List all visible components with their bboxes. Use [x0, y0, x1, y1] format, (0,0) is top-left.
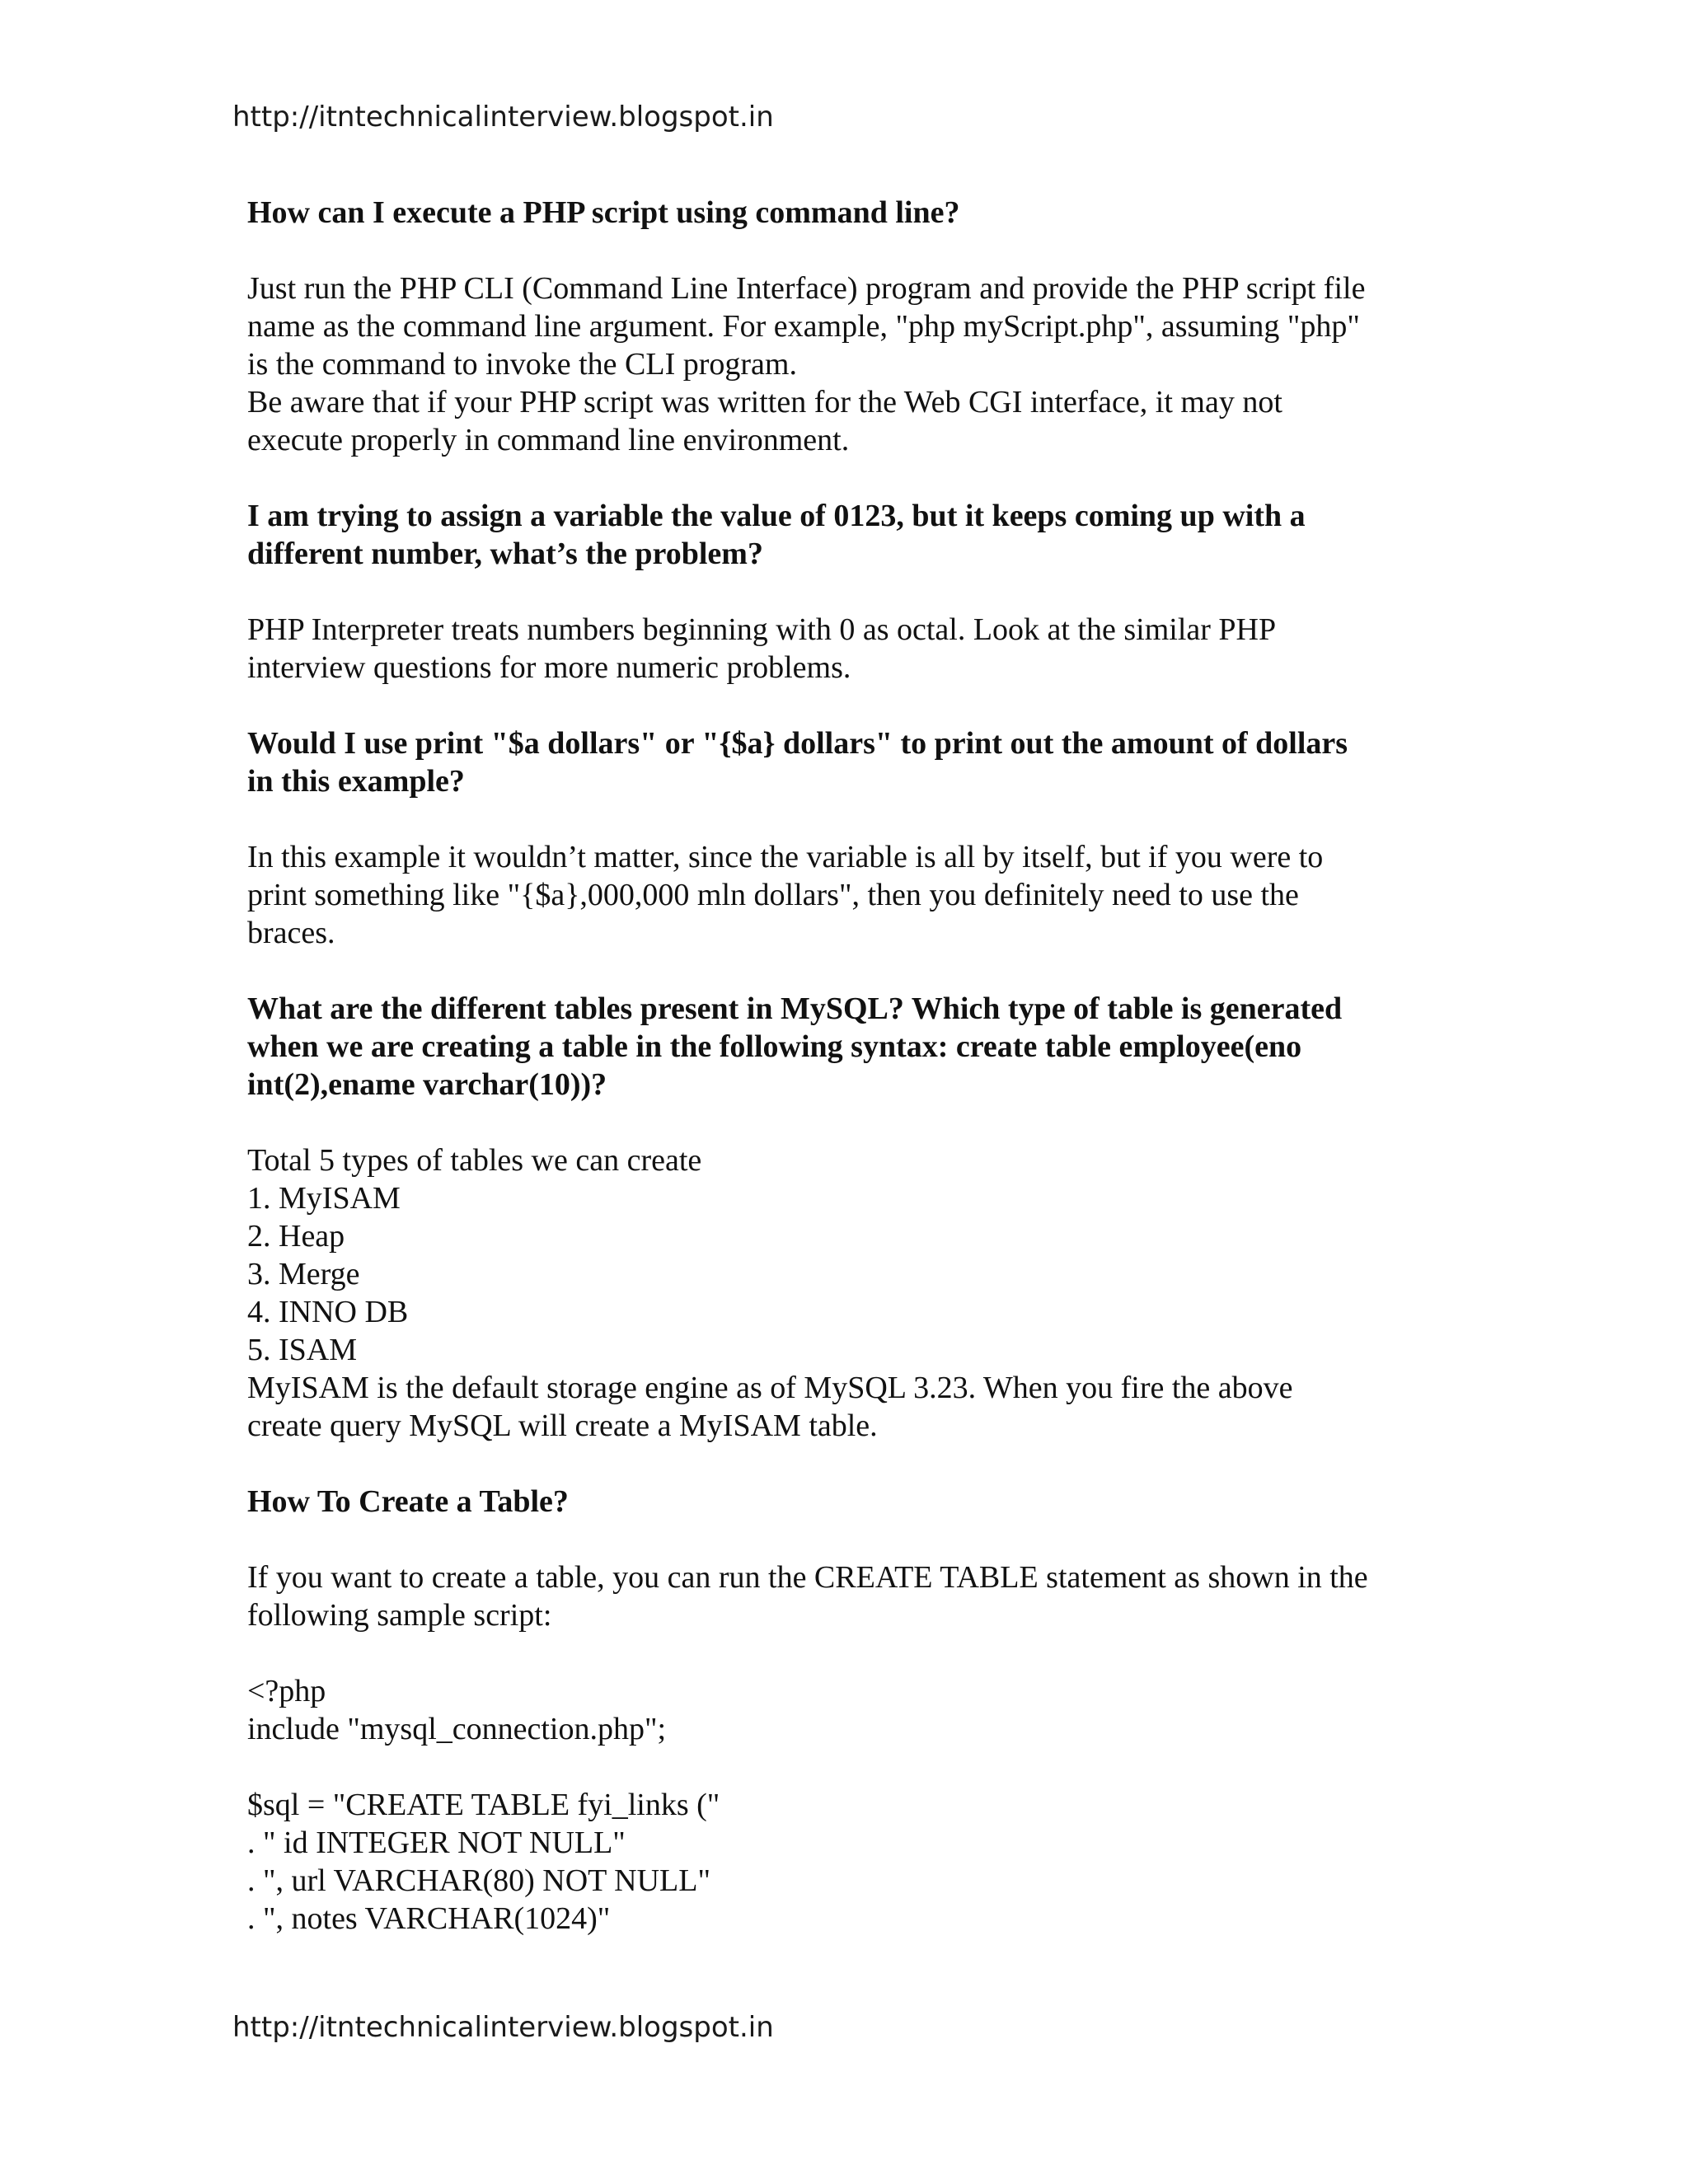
question-1 — [247, 194, 1442, 232]
list-item: 4. INNO DB — [247, 1295, 409, 1329]
question-line: in this example? — [247, 764, 465, 799]
question-line: when we are creating a table in the following syntax: create table employee(eno — [247, 1029, 1302, 1064]
answer-line: MyISAM is the default storage engine as of MySQL 3.23. When you fire the above — [247, 1371, 1293, 1405]
question-3 — [247, 724, 1442, 800]
question-2 — [247, 497, 1442, 573]
code-line: . ", notes VARCHAR(1024)" — [247, 1901, 611, 1936]
answer-line: interview questions for more numeric problems. — [247, 650, 851, 685]
list-item: 1. MyISAM — [247, 1181, 401, 1216]
list-item: 2. Heap — [247, 1219, 345, 1254]
header-url: http://itntechnicalinterview.blogspot.in — [232, 101, 774, 134]
answer-line: PHP Interpreter treats numbers beginning with 0 as octal. Look at the similar PHP — [247, 612, 1277, 647]
list-item: 5. ISAM — [247, 1333, 358, 1367]
question-line: How can I execute a PHP script using command line? — [247, 195, 960, 230]
answer-line: In this example it wouldn’t matter, since the variable is all by itself, but if you were to — [247, 840, 1324, 874]
answer-5 — [247, 1558, 1442, 1634]
code-block-1 — [247, 1672, 1442, 1748]
answer-line: Total 5 types of tables we can create — [247, 1143, 702, 1178]
answer-line: name as the command line argument. For example, "php myScript.php", assuming "php" — [247, 309, 1360, 344]
document-body — [247, 194, 1442, 1938]
answer-line: Just run the PHP CLI (Command Line Interface) program and provide the PHP script file — [247, 271, 1366, 306]
answer-line: create query MySQL will create a MyISAM table. — [247, 1408, 878, 1443]
answer-2 — [247, 611, 1442, 687]
code-line: <?php — [247, 1674, 326, 1708]
code-line: $sql = "CREATE TABLE fyi_links (" — [247, 1788, 720, 1822]
code-block-2 — [247, 1786, 1442, 1938]
question-line: How To Create a Table? — [247, 1484, 569, 1519]
question-5 — [247, 1483, 1442, 1521]
question-line: Would I use print "$a dollars" or "{$a} dollars" to print out the amount of dollars — [247, 726, 1348, 761]
answer-line: Be aware that if your PHP script was written for the Web CGI interface, it may not — [247, 385, 1282, 419]
answer-4 — [247, 1141, 1442, 1445]
footer-url: http://itntechnicalinterview.blogspot.in — [232, 2011, 774, 2044]
answer-line: braces. — [247, 916, 335, 950]
list-item: 3. Merge — [247, 1257, 360, 1291]
question-line: I am trying to assign a variable the value of 0123, but it keeps coming up with a — [247, 499, 1306, 533]
answer-line: is the command to invoke the CLI program. — [247, 347, 797, 382]
question-line: different number, what’s the problem? — [247, 537, 763, 571]
question-4 — [247, 990, 1442, 1104]
answer-line: execute properly in command line environment. — [247, 423, 850, 457]
answer-1 — [247, 269, 1442, 459]
question-line: int(2),ename varchar(10))? — [247, 1067, 607, 1102]
code-line: . " id INTEGER NOT NULL" — [247, 1825, 626, 1860]
answer-3 — [247, 838, 1442, 952]
answer-line: following sample script: — [247, 1598, 552, 1633]
answer-line: print something like "{$a},000,000 mln dollars", then you definitely need to use the — [247, 878, 1299, 912]
answer-line: If you want to create a table, you can run the CREATE TABLE statement as shown in the — [247, 1560, 1368, 1595]
code-line: . ", url VARCHAR(80) NOT NULL" — [247, 1863, 710, 1898]
code-line: include "mysql_connection.php"; — [247, 1712, 667, 1746]
question-line: What are the different tables present in MySQL? Which type of table is generated — [247, 991, 1343, 1026]
